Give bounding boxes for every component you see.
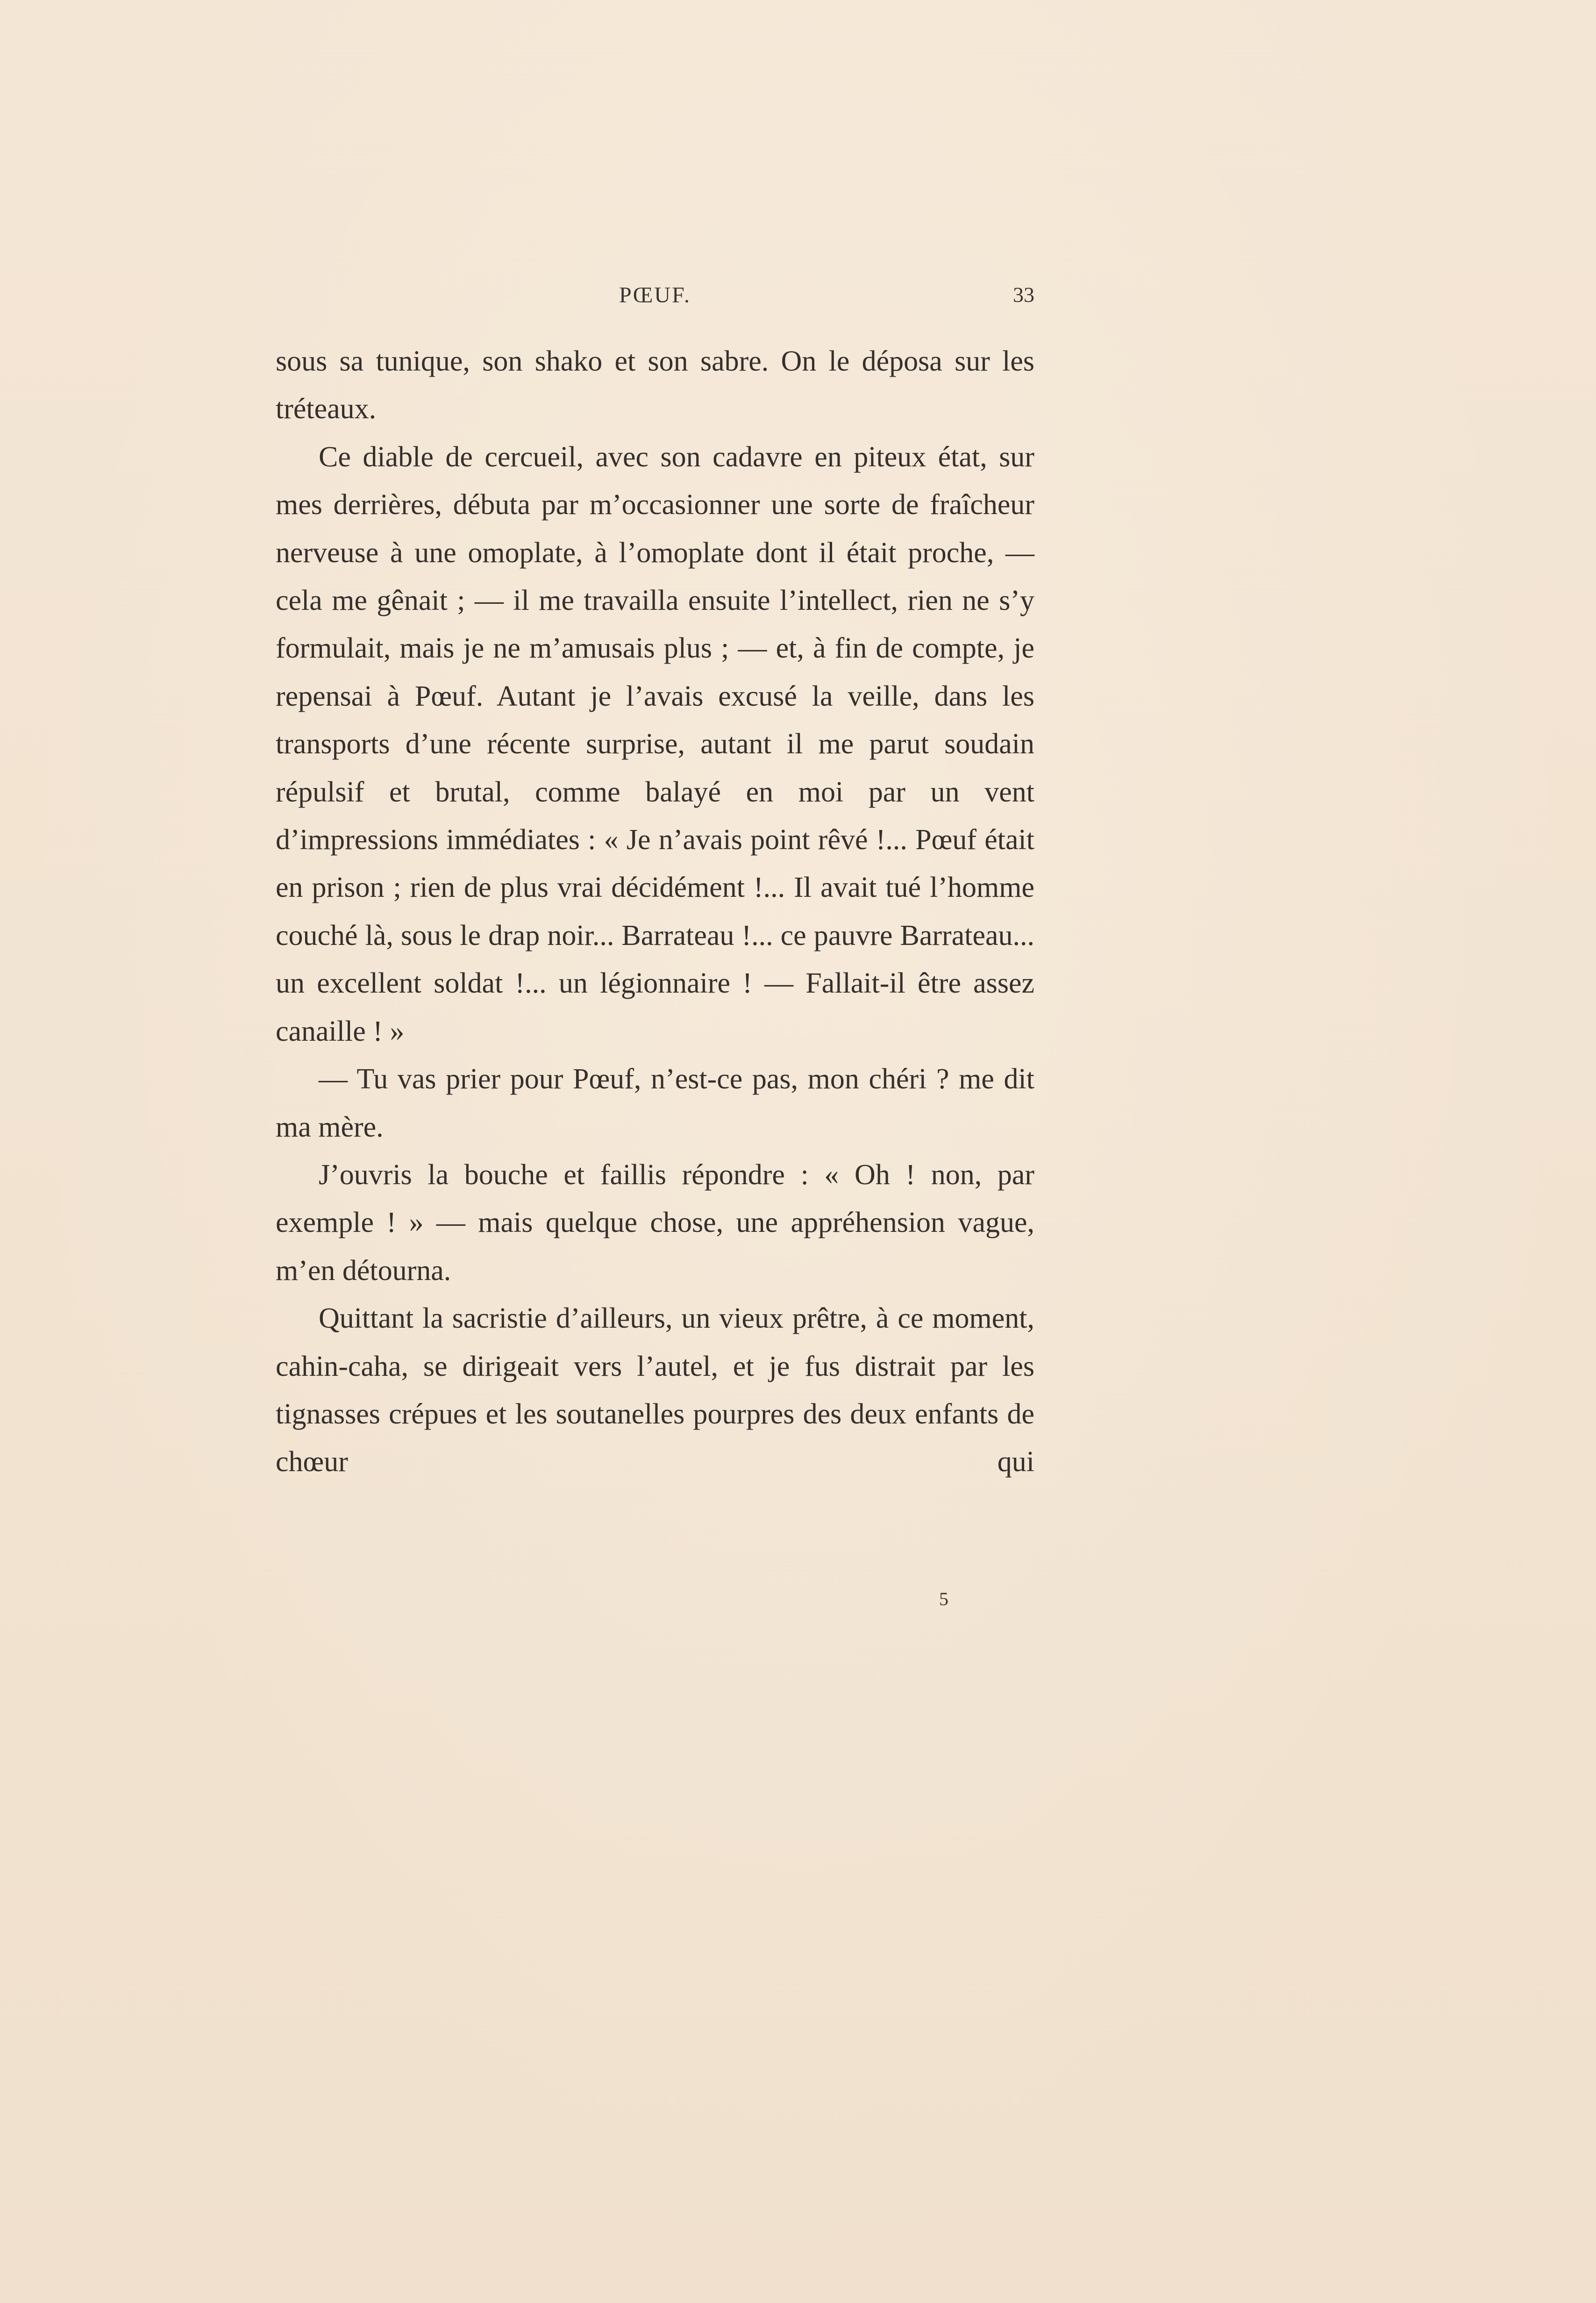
paragraph-2: Ce diable de cercueil, avec son cadavre en piteux état, sur mes derrières, débuta par m’occasionner une sorte de fraîcheur nerveuse à une omoplate, à l’omoplate dont il était proche, — cela me gênait ; — il me travailla ensuite l’intellect, rien ne s’y formulait, mais je ne m’amusais plus ; — et, à fin de compte, je repensai à Pœuf. Autant je l’avais excusé la veille, dans les transports d’une récente surprise, autant il me parut soudain répulsif et brutal, comme balayé en moi par un vent d’impressions immédiates : « Je n’avais point rêvé !... Pœuf était en prison ; rien de plus vrai décidément !... Il avait tué l’homme couché là, sous le drap noir... Barrateau !... ce pauvre Barrateau... un excellent soldat !... un légionnaire ! — Fallait-il être assez canaille ! » xyxy=(276,441,1034,1047)
running-title: PŒUF. xyxy=(619,283,691,308)
paragraph-1: sous sa tunique, son shako et son sabre. On le déposa sur les tréteaux. xyxy=(276,345,1034,425)
paragraph-4: J’ouvris la bouche et faillis répondre : « Oh ! non, par exemple ! » — mais quelque chose, une appréhension vague, m’en détourna. xyxy=(276,1159,1034,1287)
page-header xyxy=(276,282,1034,315)
paragraph-3: — Tu vas prier pour Pœuf, n’est-ce pas, mon chéri ? me dit ma mère. xyxy=(276,1063,1034,1143)
paragraph-5: Quittant la sacristie d’ailleurs, un vieux prêtre, à ce moment, cahin-caha, se dirigeait vers l’autel, et je fus distrait par les tignasses crépues et les soutanelles pourpres des deux enfants de chœur qui xyxy=(276,1302,1034,1478)
page-number: 33 xyxy=(1013,283,1034,307)
text-block xyxy=(276,337,1034,1486)
signature-mark: 5 xyxy=(939,1588,948,1609)
